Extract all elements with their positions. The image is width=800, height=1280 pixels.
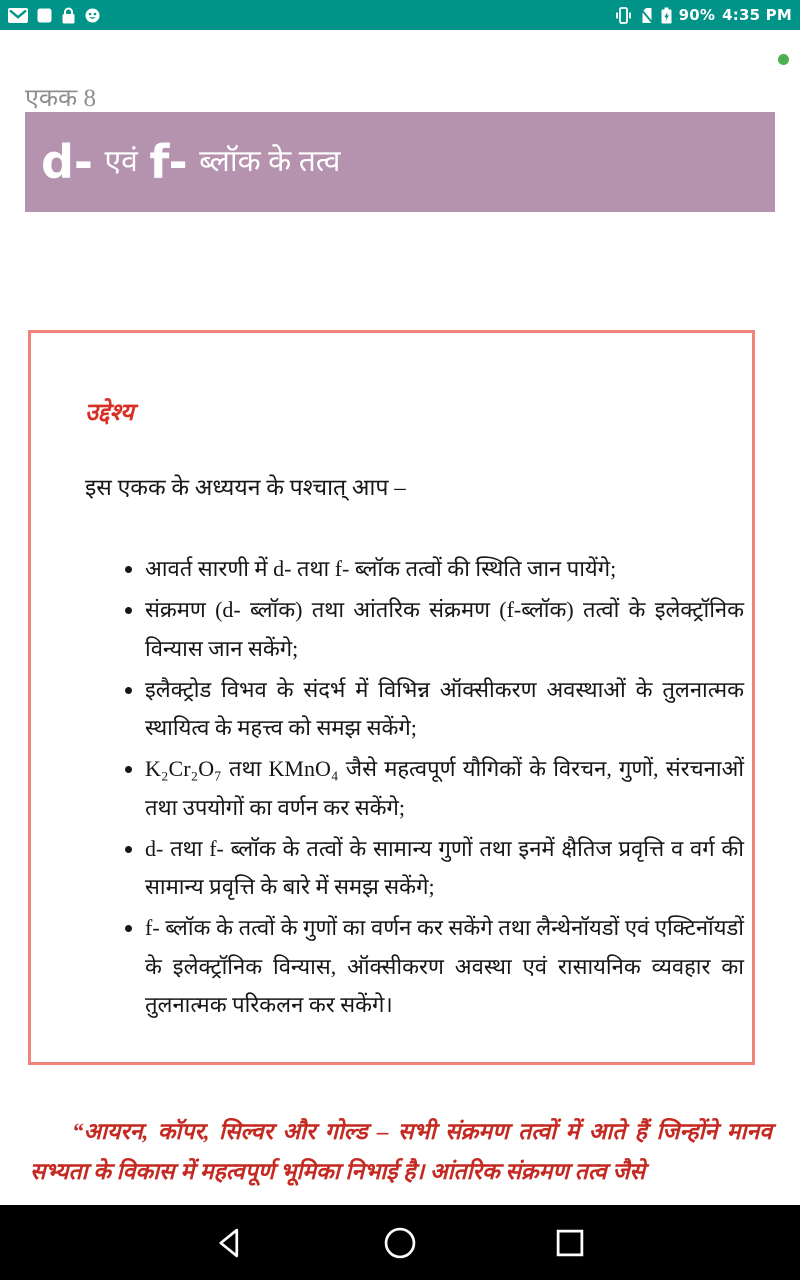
recents-button[interactable] — [555, 1228, 585, 1258]
objectives-heading: उद्देश्य — [85, 400, 134, 426]
unit-label: एकक 8 — [25, 85, 96, 112]
title-f-block: f- — [149, 135, 188, 189]
android-nav-bar — [0, 1205, 800, 1280]
title-rest: ब्लॉक के तत्व — [191, 145, 341, 178]
title-d-block: d- — [41, 135, 94, 189]
lock-icon — [61, 7, 76, 24]
status-bar-system-icons — [615, 6, 792, 24]
battery-percent: 90% — [678, 6, 716, 24]
objective-item: • इलैक्ट्रोड विभव के संदर्भ में विभिन्न ऑक्सीकरण अवस्थाओं के तुलनात्मक स्थायित्व के महत्त्व को समझ सकेंगे; — [145, 671, 744, 748]
no-sim-icon — [639, 7, 654, 24]
objectives-intro: इस एकक के अध्ययन के पश्चात् आप – — [85, 475, 406, 500]
status-bar — [0, 0, 800, 30]
chapter-quote: “आयरन, कॉपर, सिल्वर और गोल्ड – सभी संक्रमण तत्वों में आते हैं जिन्होंने मानव सभ्यता के विकास में महत्वपूर्ण भूमिका निभाई है। आंतरिक संक्रमण तत्व जैसे — [30, 1119, 772, 1184]
home-button[interactable] — [383, 1226, 417, 1260]
objective-item: • संक्रमण (d- ब्लॉक) तथा आंतरिक संक्रमण (f-ब्लॉक) तत्वों के इलेक्ट्रॉनिक विन्यास जान सकेंगे; — [145, 591, 744, 668]
objective-item: • आवर्त सारणी में d- तथा f- ब्लॉक तत्वों की स्थिति जान पायेंगे; — [145, 550, 744, 588]
recents-square-icon — [555, 1228, 585, 1258]
back-button[interactable] — [215, 1227, 245, 1259]
objective-item: • f- ब्लॉक के तत्वों के गुणों का वर्णन कर सकेंगे तथा लैन्थेनॉयडों एवं एक्टिनॉयडों के इलेक्ट्रॉनिक विन्यास, ऑक्सीकरण अवस्था एवं रासायनिक व्यवहार का तुलनात्मक परिकलन कर सकेंगे। — [145, 909, 744, 1024]
page-indicator-dot — [778, 54, 789, 65]
objectives-list — [121, 550, 744, 1024]
battery-charging-icon — [661, 7, 672, 24]
objective-item: • K₂Cr₂O₇ तथा KMnO₄ जैसे महत्वपूर्ण यौगिकों के विरचन, गुणों, संरचनाओं तथा उपयोगों का वर्णन कर सकेंगे; — [145, 750, 744, 827]
face-notification-icon — [85, 8, 100, 23]
home-circle-icon — [383, 1226, 417, 1260]
objective-item: • d- तथा f- ब्लॉक के तत्वों के सामान्य गुणों तथा इनमें क्षैतिज प्रवृत्ति व वर्ग की सामान्य प्रवृत्ति के बारे में समझ सकेंगे; — [145, 830, 744, 907]
gmail-icon — [8, 8, 28, 23]
status-bar-notification-icons — [8, 7, 100, 24]
back-triangle-icon — [215, 1227, 245, 1259]
title-evam: एवं — [97, 145, 146, 178]
document-page[interactable] — [0, 30, 800, 1205]
vibrate-icon — [615, 7, 632, 24]
objectives-box — [28, 330, 755, 1065]
clock: 4:35 PM — [722, 6, 792, 24]
screenshot-icon — [37, 8, 52, 23]
chapter-title-banner — [25, 112, 775, 212]
